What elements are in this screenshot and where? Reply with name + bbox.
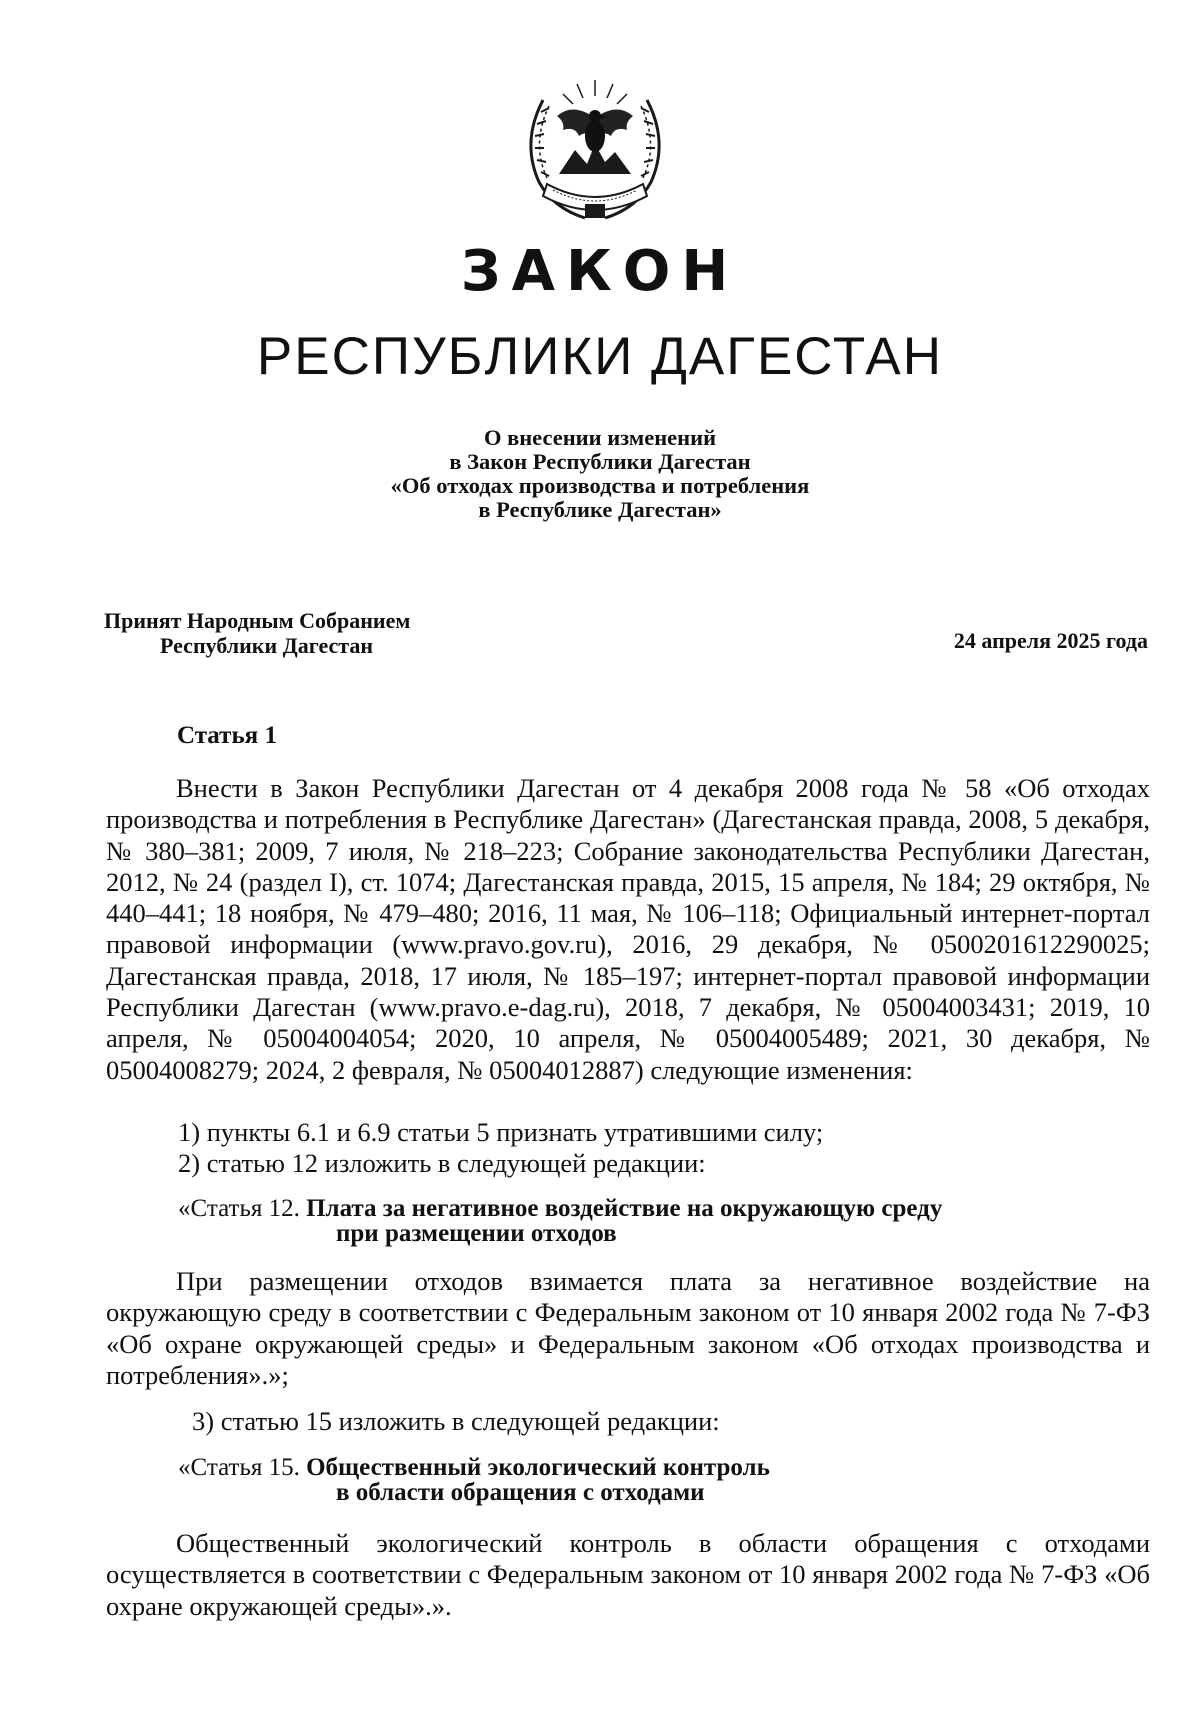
adoption-statement xyxy=(104,608,410,658)
adoption-date: 24 апреля 2025 года xyxy=(953,628,1148,653)
list-item: 2) статью 12 изложить в следующей редакции: xyxy=(178,1148,706,1178)
article15-text xyxy=(106,1528,1150,1622)
adoption-line1: Принят Народным Собранием xyxy=(104,608,411,633)
article15-prefix: «Статья 15. xyxy=(178,1454,300,1481)
list-item: 1) пункты 6.1 и 6.9 статьи 5 признать утратившими силу; xyxy=(178,1117,824,1147)
article-intro xyxy=(106,773,1150,1086)
heading-line: О внесении изменений xyxy=(483,425,717,450)
article12-prefix: «Статья 12. xyxy=(178,1195,300,1222)
article15-name-line2: в области обращения с отходами xyxy=(336,1479,705,1506)
article15-name-line1: Общественный экологический контроль xyxy=(306,1454,770,1481)
intro-paragraph: Внести в Закон Республики Дагестан от 4 декабря 2008 года № 58 «Об отходах производства и потребления в Республике Дагестан» (Дагестанская правда, 2008, 5 декабря, № 380–381; 2009, 7 июля, № 218–223; Собрание законодательства Республики Дагестан, 2012, № 24 (раздел I), ст. 1074; Дагестанская правда, 2015, 15 апреля, № 184; 29 октября, № 440–441; 18 ноября, № 479–480; 2016, 11 мая, № 106–118; Официальный интернет-портал правовой информации (www.pravo.gov.ru), 2016, 29 декабря, № 0500201612290025; Дагестанская правда, 2018, 17 июля, № 185–197; интернет-портал правовой информации Республики Дагестан (www.pravo.e-dag.ru), 2018, 7 декабря, № 05004003431; 2019, 10 апреля, № 05004004054; 2020, 10 апреля, № 05004005489; 2021, 30 декабря, № 05004008279; 2024, 2 февраля, № 05004012887) следующие изменения: xyxy=(106,773,1150,1085)
list-item: 3) статью 15 изложить в следующей редакции: xyxy=(192,1406,720,1436)
law-title: ЗАКОН xyxy=(460,239,740,304)
article12-heading xyxy=(178,1196,942,1246)
article12-name-line1: Плата за негативное воздействие на окружающую среду xyxy=(306,1195,943,1222)
article12-text xyxy=(106,1266,1150,1391)
article12-paragraph: При размещении отходов взимается плата за негативное воздействие на окружающую среду в соответствии с Федеральным законом от 10 января 2002 года № 7-ФЗ «Об охране окружающей среды» и Федеральным законом «Об отходах производства и потребления».»; xyxy=(106,1266,1150,1390)
heading-line: в Закон Республики Дагестан xyxy=(449,449,751,474)
dagestan-coat-of-arms-icon xyxy=(513,72,677,224)
article-title: Статья 1 xyxy=(177,722,277,749)
law-subtitle: РЕСПУБЛИКИ ДАГЕСТАН xyxy=(256,327,944,386)
heading-line: в Республике Дагестан» xyxy=(478,497,722,522)
heading-line: «Об отходах производства и потребления xyxy=(390,473,810,498)
article15-heading xyxy=(178,1455,770,1505)
article15-paragraph: Общественный экологический контроль в области обращения с отходами осуществляется в соответствии с Федеральным законом от 10 января 2002 года № 7-ФЗ «Об охране окружающей среды».». xyxy=(106,1528,1150,1621)
adoption-line2: Республики Дагестан xyxy=(160,633,374,658)
article12-name-line2: при размещении отходов xyxy=(336,1220,617,1247)
law-heading xyxy=(0,426,1200,522)
